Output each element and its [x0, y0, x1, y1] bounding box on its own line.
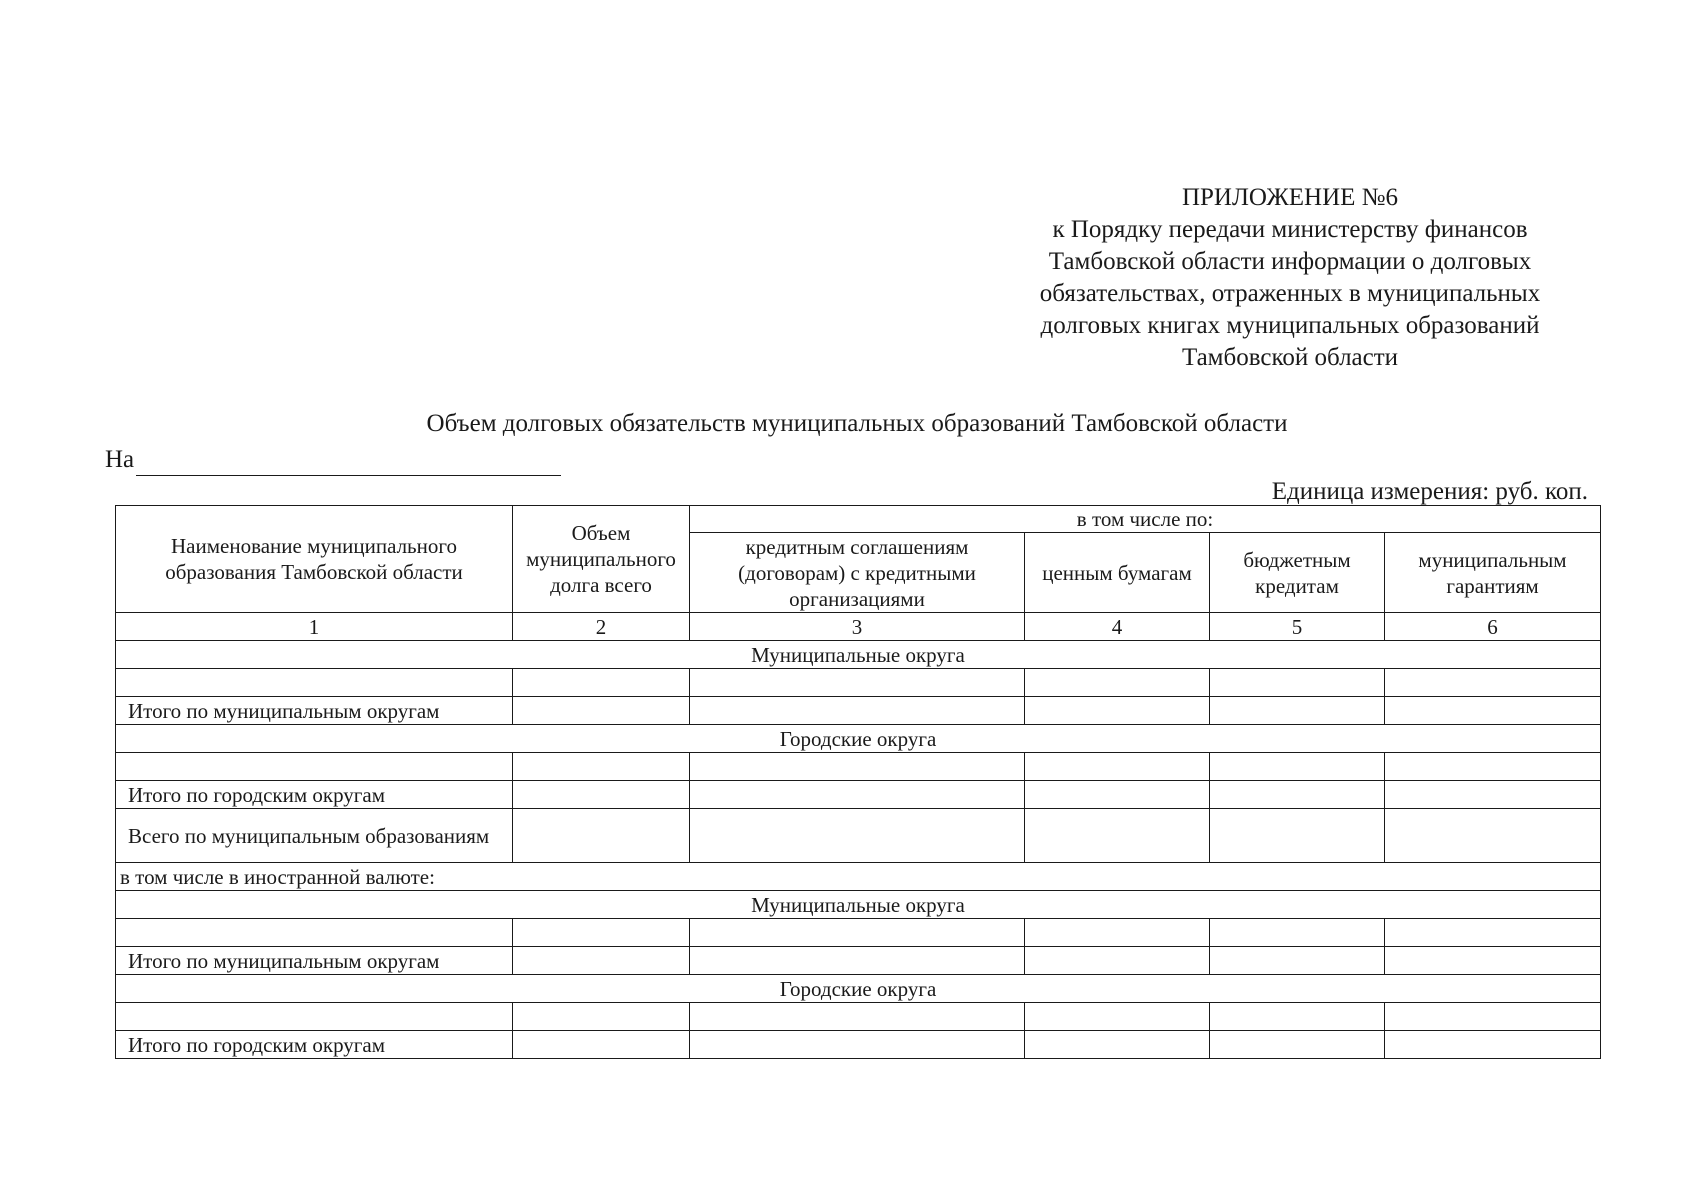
table-cell[interactable] — [1025, 1003, 1210, 1031]
table-cell[interactable] — [1025, 809, 1210, 863]
table-cell[interactable] — [1385, 753, 1601, 781]
annex-line: Тамбовской области — [1181, 344, 1399, 371]
section-city-districts-fx: Городские округа — [116, 975, 1601, 1003]
table-cell[interactable] — [690, 919, 1025, 947]
header-row-top — [116, 506, 1601, 533]
table-cell[interactable] — [1210, 919, 1385, 947]
table-cell[interactable] — [116, 1003, 513, 1031]
table-cell[interactable] — [690, 781, 1025, 809]
table-cell[interactable] — [1210, 753, 1385, 781]
table-row — [116, 697, 1601, 725]
document-title: Объем долговых обязательств муниципальных образований Тамбовской области — [426, 410, 1288, 437]
date-prefix: На — [105, 446, 135, 473]
table-cell[interactable] — [116, 919, 513, 947]
table-cell[interactable] — [690, 697, 1025, 725]
table-cell[interactable] — [1385, 669, 1601, 697]
table-cell[interactable] — [1385, 1003, 1601, 1031]
table-cell[interactable] — [513, 781, 690, 809]
table-cell[interactable] — [690, 1031, 1025, 1059]
column-number: 5 — [1210, 613, 1385, 641]
table-cell[interactable] — [513, 669, 690, 697]
section-row — [116, 641, 1601, 669]
row-label-total-municipal: Итого по муниципальным округам — [116, 697, 513, 725]
table-cell[interactable] — [116, 753, 513, 781]
header-guarantees: муниципальным гарантиям — [1385, 533, 1601, 613]
section-row — [116, 725, 1601, 753]
unit-of-measure: Единица измерения: руб. коп. — [1271, 478, 1588, 505]
table-row — [116, 947, 1601, 975]
row-label-total-city-fx: Итого по городским округам — [116, 1031, 513, 1059]
annex-title: ПРИЛОЖЕНИЕ №6 — [1181, 184, 1399, 211]
table-cell[interactable] — [1210, 1003, 1385, 1031]
section-municipal-districts-fx: Муниципальные округа — [116, 891, 1601, 919]
table-row — [116, 919, 1601, 947]
table-cell[interactable] — [1025, 669, 1210, 697]
row-label-foreign-currency: в том числе в иностранной валюте: — [116, 863, 1601, 891]
table-cell[interactable] — [1385, 697, 1601, 725]
header-securities: ценным бумагам — [1025, 533, 1210, 613]
table-cell[interactable] — [1210, 781, 1385, 809]
table-cell[interactable] — [690, 669, 1025, 697]
table-cell[interactable] — [1210, 809, 1385, 863]
date-line — [105, 444, 561, 476]
row-label-grand-total: Всего по муниципальным образованиям — [116, 809, 513, 863]
section-city-districts: Городские округа — [116, 725, 1601, 753]
table-cell[interactable] — [513, 753, 690, 781]
annex-line: долговых книгах муниципальных образований — [1040, 312, 1540, 339]
header-credit: кредитным соглашениям (договорам) с кредитными организациями — [690, 533, 1025, 613]
header-total: Объем муниципального долга всего — [513, 506, 690, 613]
annex-line: обязательствах, отраженных в муниципальных — [1039, 280, 1541, 307]
table-cell[interactable] — [513, 919, 690, 947]
column-number: 4 — [1025, 613, 1210, 641]
table-cell[interactable] — [1210, 1031, 1385, 1059]
header-budget: бюджетным кредитам — [1210, 533, 1385, 613]
table-cell[interactable] — [1210, 669, 1385, 697]
table-cell[interactable] — [1385, 919, 1601, 947]
table-cell[interactable] — [690, 753, 1025, 781]
column-number-row — [116, 613, 1601, 641]
table-cell[interactable] — [1385, 1031, 1601, 1059]
column-number: 1 — [116, 613, 513, 641]
table-row — [116, 809, 1601, 863]
table-cell[interactable] — [1385, 781, 1601, 809]
table-row — [116, 1003, 1601, 1031]
section-row — [116, 891, 1601, 919]
table-row — [116, 669, 1601, 697]
table-cell[interactable] — [1025, 947, 1210, 975]
table-cell[interactable] — [690, 947, 1025, 975]
column-number: 3 — [690, 613, 1025, 641]
section-municipal-districts: Муниципальные округа — [116, 641, 1601, 669]
annex-line: к Порядку передачи министерству финансов — [1052, 216, 1528, 243]
table-cell[interactable] — [690, 1003, 1025, 1031]
table-cell[interactable] — [116, 669, 513, 697]
header-name: Наименование муниципального образования Тамбовской области — [116, 506, 513, 613]
table-cell[interactable] — [1025, 753, 1210, 781]
table-row — [116, 1031, 1601, 1059]
table-cell[interactable] — [513, 1003, 690, 1031]
column-number: 2 — [513, 613, 690, 641]
table-cell[interactable] — [1025, 919, 1210, 947]
table-cell[interactable] — [1385, 947, 1601, 975]
table-cell[interactable] — [1210, 697, 1385, 725]
table-cell[interactable] — [513, 947, 690, 975]
table-cell[interactable] — [513, 809, 690, 863]
table-cell[interactable] — [1385, 809, 1601, 863]
section-row — [116, 975, 1601, 1003]
table-cell[interactable] — [513, 697, 690, 725]
row-label-total-municipal-fx: Итого по муниципальным округам — [116, 947, 513, 975]
table-cell[interactable] — [1025, 697, 1210, 725]
table-cell[interactable] — [1025, 781, 1210, 809]
column-number: 6 — [1385, 613, 1601, 641]
section-row — [116, 863, 1601, 891]
table-cell[interactable] — [513, 1031, 690, 1059]
table-cell[interactable] — [690, 809, 1025, 863]
table-row — [116, 781, 1601, 809]
table-cell[interactable] — [1210, 947, 1385, 975]
debt-table — [115, 505, 1601, 1059]
annex-block — [960, 182, 1620, 374]
table-row — [116, 753, 1601, 781]
row-label-total-city: Итого по городским округам — [116, 781, 513, 809]
table-cell[interactable] — [1025, 1031, 1210, 1059]
date-blank-field[interactable] — [136, 449, 561, 476]
annex-line: Тамбовской области информации о долговых — [1048, 248, 1532, 275]
header-group: в том числе по: — [690, 506, 1601, 533]
